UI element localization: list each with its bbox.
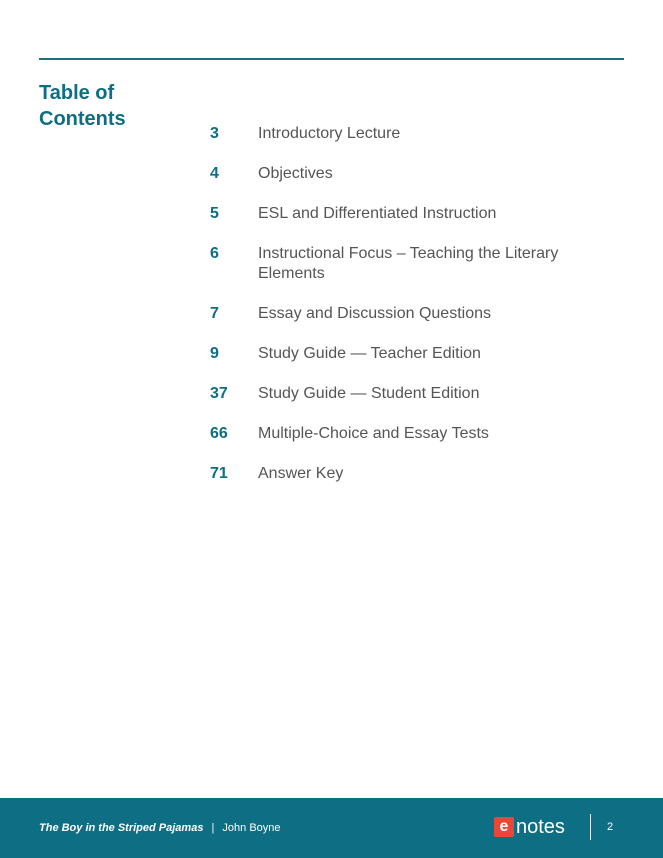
toc-page-number: 7 — [210, 305, 219, 322]
footer-separator: | — [211, 822, 215, 834]
toc-entry-title: Introductory Lecture — [258, 125, 401, 142]
toc-heading-line-1: Table of — [39, 82, 115, 104]
page-number: 2 — [607, 821, 614, 833]
toc-entry-title: ESL and Differentiated Instruction — [258, 205, 497, 222]
toc-item-answer-key[interactable] — [210, 464, 620, 484]
toc-entry-title: Instructional Focus – Teaching the Literary Elements — [258, 245, 559, 282]
toc-entry-title: Objectives — [258, 165, 333, 182]
enotes-logo-text: notes — [516, 816, 565, 838]
footer-book-info — [39, 822, 281, 834]
toc-page-number: 71 — [210, 465, 228, 482]
page-footer — [0, 798, 663, 858]
toc-list — [210, 124, 620, 504]
toc-item-tests[interactable] — [210, 424, 620, 444]
toc-item-instructional-focus[interactable] — [210, 244, 620, 284]
toc-item-study-guide-teacher[interactable] — [210, 344, 620, 364]
footer-divider — [590, 814, 591, 840]
toc-item-esl[interactable] — [210, 204, 620, 224]
toc-entry-title: Study Guide — Student Edition — [258, 385, 480, 402]
top-divider — [39, 58, 624, 60]
toc-entry-title: Study Guide — Teacher Edition — [258, 345, 481, 362]
toc-entry-title: Essay and Discussion Questions — [258, 305, 491, 322]
toc-page-number: 66 — [210, 425, 228, 442]
footer-author: John Boyne — [222, 822, 281, 834]
toc-page-number: 5 — [210, 205, 219, 222]
enotes-logo-icon: e — [494, 817, 514, 837]
toc-page-number: 9 — [210, 345, 219, 362]
toc-heading-line-2: Contents — [39, 108, 126, 130]
toc-item-study-guide-student[interactable] — [210, 384, 620, 404]
toc-page-number: 37 — [210, 385, 228, 402]
toc-item-objectives[interactable] — [210, 164, 620, 184]
toc-page-number: 4 — [210, 165, 219, 182]
footer-book-title: The Boy in the Striped Pajamas — [39, 822, 204, 834]
toc-heading — [39, 80, 169, 132]
toc-page-number: 6 — [210, 245, 219, 262]
toc-entry-title: Multiple-Choice and Essay Tests — [258, 425, 489, 442]
toc-item-introductory-lecture[interactable] — [210, 124, 620, 144]
enotes-logo — [494, 814, 565, 840]
toc-entry-title: Answer Key — [258, 465, 344, 482]
toc-page-number: 3 — [210, 125, 219, 142]
toc-item-essay-questions[interactable] — [210, 304, 620, 324]
